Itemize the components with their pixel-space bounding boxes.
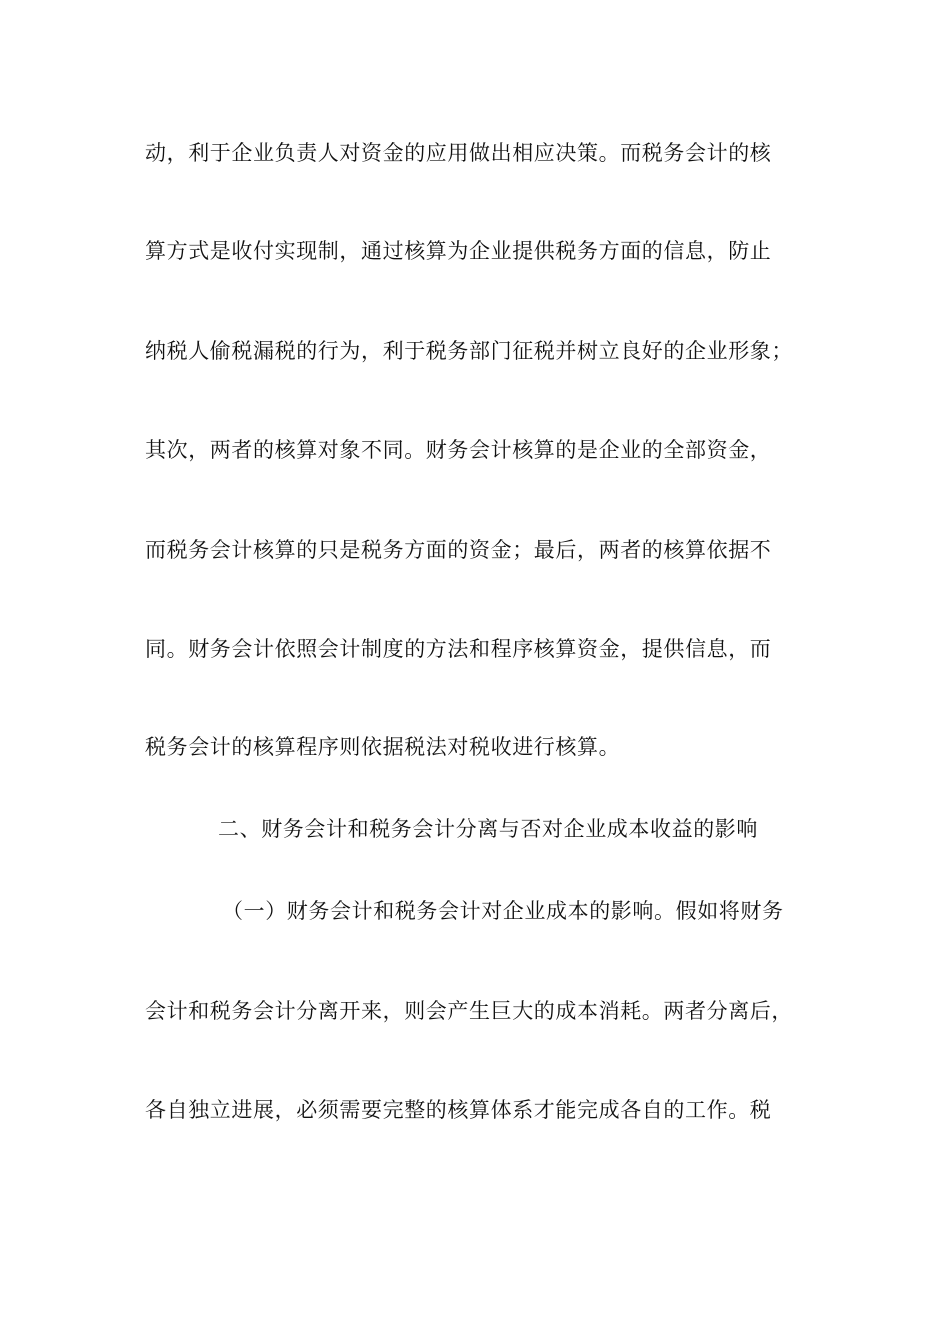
subsection-line-2: 会计和税务会计分离开来，则会产生巨大的成本消耗。两者分离后， [145, 999, 793, 1023]
paragraph-line-6: 同。财务会计依照会计制度的方法和程序核算资金，提供信息，而 [145, 637, 772, 661]
paragraph-line-1: 动，利于企业负责人对资金的应用做出相应决策。而税务会计的核 [145, 141, 772, 165]
subsection-line-3: 各自独立进展，必须需要完整的核算体系才能完成各自的工作。税 [145, 1098, 772, 1122]
paragraph-line-4: 其次，两者的核算对象不同。财务会计核算的是企业的全部资金， [145, 438, 772, 462]
section-heading: 二、财务会计和税务会计分离与否对企业成本收益的影响 [218, 817, 758, 841]
paragraph-line-5: 而税务会计核算的只是税务方面的资金；最后，两者的核算依据不 [145, 538, 772, 562]
subsection-line-1: （一）财务会计和税务会计对企业成本的影响。假如将财务 [222, 899, 784, 923]
paragraph-line-2: 算方式是收付实现制，通过核算为企业提供税务方面的信息，防止 [145, 239, 772, 263]
paragraph-line-3: 纳税人偷税漏税的行为，利于税务部门征税并树立良好的企业形象； [145, 339, 793, 363]
paragraph-line-7: 税务会计的核算程序则依据税法对税收进行核算。 [145, 735, 621, 759]
